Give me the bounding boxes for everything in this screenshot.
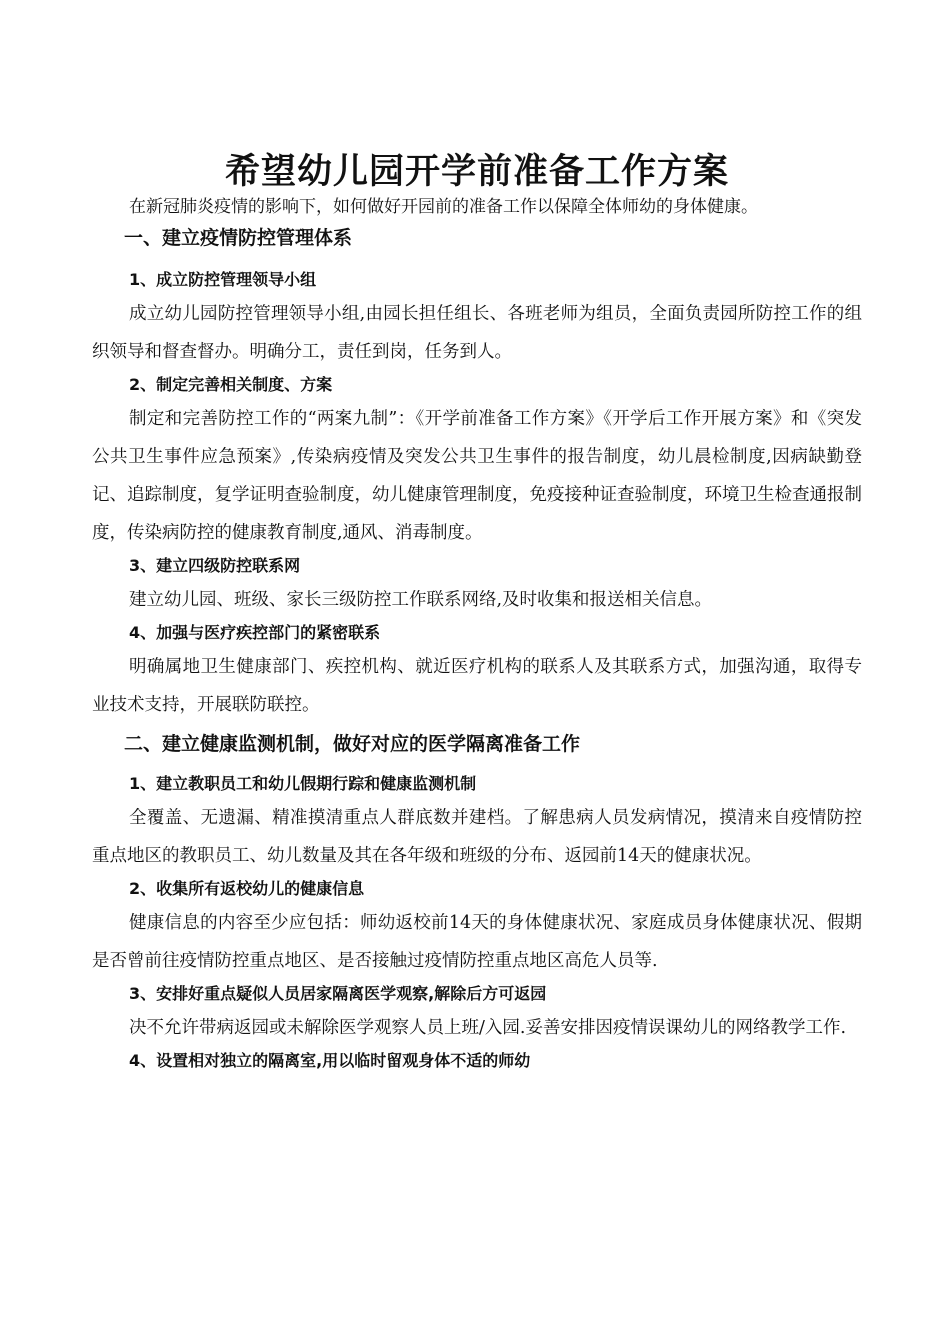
section-2-heading: 二、建立健康监测机制，做好对应的医学隔离准备工作: [124, 733, 581, 755]
section-1-heading: 一、建立疫情防控管理体系: [124, 227, 353, 249]
section-2-item-2-text: 健康信息的内容至少应包括：师幼返校前14天的身体健康状况、家庭成员身体健康状况、假期是否曾前往疫情防控重点地区、是否接触过疫情防控重点地区高危人员等.: [92, 913, 862, 971]
section-1-item-1-heading: 1、成立防控管理领导小组: [129, 270, 317, 289]
section-2-item-3-text: 决不允许带病返园或未解除医学观察人员上班/入园.妥善安排因疫情误课幼儿的网络教学工作.: [129, 1018, 847, 1038]
section-1-item-3-heading: 3、建立四级防控联系网: [129, 556, 301, 575]
section-2-item-2-heading: 2、收集所有返校幼儿的健康信息: [129, 879, 365, 898]
section-1-item-2-heading: 2、制定完善相关制度、方案: [129, 375, 333, 394]
section-1-item-3-text: 建立幼儿园、班级、家长三级防控工作联系网络,及时收集和报送相关信息。: [129, 590, 713, 610]
document-title: 希望幼儿园开学前准备工作方案: [224, 152, 729, 192]
document-page: [92, 150, 862, 1073]
section-2-item-3-heading: 3、安排好重点疑似人员居家隔离医学观察,解除后方可返园: [129, 984, 547, 1003]
section-2-item-4-heading: 4、设置相对独立的隔离室,用以临时留观身体不适的师幼: [129, 1051, 531, 1070]
section-1-item-4-heading: 4、加强与医疗疾控部门的紧密联系: [129, 623, 381, 642]
section-1-item-2-text: 制定和完善防控工作的“两案九制”：《开学前准备工作方案》《开学后工作开展方案》和《突发公共卫生事件应急预案》,传染病疫情及突发公共卫生事件的报告制度，幼儿晨检制度,因病缺勤登记、追踪制度，复学证明查验制度，幼儿健康管理制度，免疫接种证查验制度，环境卫生检查通报制度，传染病防控的健康教育制度,通风、消毒制度。: [92, 409, 862, 543]
section-2-item-1-text: 全覆盖、无遗漏、精准摸清重点人群底数并建档。了解患病人员发病情况，摸清来自疫情防控重点地区的教职员工、幼儿数量及其在各年级和班级的分布、返园前14天的健康状况。: [92, 808, 862, 866]
section-2-item-1-heading: 1、建立教职员工和幼儿假期行踪和健康监测机制: [129, 774, 477, 793]
intro-paragraph: 在新冠肺炎疫情的影响下，如何做好开园前的准备工作以保障全体师幼的身体健康。: [129, 197, 758, 217]
section-1-item-4-text: 明确属地卫生健康部门、疾控机构、就近医疗机构的联系人及其联系方式，加强沟通，取得专业技术支持，开展联防联控。: [92, 657, 862, 715]
section-1-item-1-text: 成立幼儿园防控管理领导小组,由园长担任组长、各班老师为组员，全面负责园所防控工作的组织领导和督查督办。明确分工，责任到岗，任务到人。: [92, 304, 862, 362]
